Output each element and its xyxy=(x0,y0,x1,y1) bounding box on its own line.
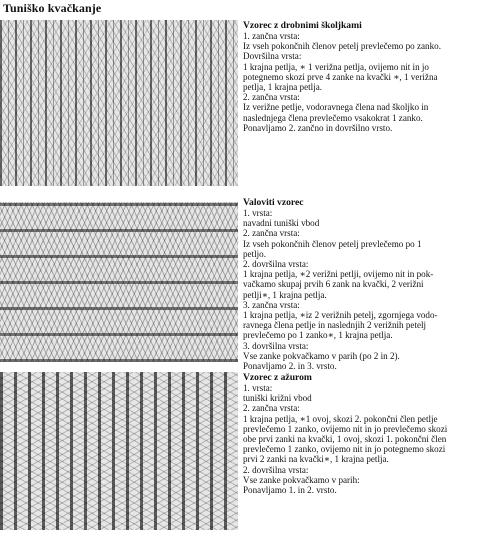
instruction-line: navadni tuniški vbod xyxy=(243,218,320,229)
instruction-line: 1 krajna petlja, ∗1 ovoj, skozi 2. pokončni člen petlje xyxy=(243,413,438,424)
instruction-line: Vse zanke pokvačkamo v parih: xyxy=(243,474,360,485)
instruction-line: 1 krajna petlja, ∗iz 2 verižnih petelj, zgornjega vodo- xyxy=(243,310,438,321)
stitch-swatch-photo-small-shells xyxy=(0,20,238,186)
page-title: Tuniško kvačkanje xyxy=(3,1,102,15)
instruction-line: 3. zančna vrsta: xyxy=(243,299,300,310)
instruction-line: vačkamo skupaj prvih 6 zank na kvački, 2 verižni xyxy=(243,279,424,290)
instruction-line: 2. zančna vrsta: xyxy=(243,228,300,239)
instruction-line: petlja, 1 krajna petlja. xyxy=(243,82,323,93)
instruction-line: tuniški križni vbod xyxy=(243,393,312,404)
instruction-line: Ponavljamo 2. in 3. vrsto. xyxy=(243,361,337,372)
instruction-line: prevlečemo po 1 zanko∗, 1 krajna petlja. xyxy=(243,330,393,341)
instruction-line: 2. dovršilna vrsta: xyxy=(243,464,309,475)
instruction-line: 1. vrsta: xyxy=(243,208,273,218)
instruction-line: prvi 2 zanki na kvački∗, 1 krajna petlja. xyxy=(243,454,389,465)
instruction-line: 1 krajna petlja, ∗2 verižni petlji, ovijemo nit in pok- xyxy=(243,269,434,280)
instruction-line: petlji∗, 1 krajna petlja. xyxy=(243,289,327,300)
instruction-line: obe prvi zanki na kvački, 1 ovoj, skozi 1. pokončni člen xyxy=(243,434,447,445)
instruction-line: Vse zanke pokvačkamo v parih (po 2 in 2). xyxy=(243,350,400,361)
instruction-line: petljo. xyxy=(243,248,266,259)
pattern-block-wave xyxy=(243,197,477,371)
pattern-block-small-shells xyxy=(243,20,477,133)
instruction-line: Iz vseh pokončnih členov petelj prevlečemo po zanko. xyxy=(243,41,441,52)
instruction-line: prevlečemo 1 zanko, ovijemo nit in jo prevlečemo skozi xyxy=(243,423,448,434)
instruction-line: 1 krajna petlja, ∗ 1 verižna petlja, ovijemo nit in jo xyxy=(243,61,429,72)
instruction-line: ravnega člena petlje in naslednjih 2 verižnih petelj xyxy=(243,320,427,331)
instruction-line: potegnemo skozi prve 4 zanke na kvački ∗, 1 verižna xyxy=(243,71,438,82)
instruction-line: 2. zančna vrsta: xyxy=(243,92,300,103)
instruction-line: 2. dovršilna vrsta: xyxy=(243,259,309,270)
pattern-title: Vzorec z drobnimi školjkami xyxy=(243,20,362,31)
stitch-swatch-photo-openwork xyxy=(0,372,238,530)
instruction-line: Iz verižne petlje, vodoravnega člena nad školjko in xyxy=(243,102,429,113)
instruction-line: prevlečemo 1 zanko, ovijemo nit in jo potegnemo skozi xyxy=(243,444,446,455)
instruction-line: naslednjega člena prevlečemo vsakokrat 1 zanko. xyxy=(243,112,423,123)
instruction-line: 1. vrsta: xyxy=(243,383,273,393)
pattern-title: Vzorec z ažurom xyxy=(243,372,312,383)
pattern-block-openwork xyxy=(243,372,477,495)
instruction-line: Ponavljamo 2. zančno in dovršilno vrsto. xyxy=(243,122,393,133)
instruction-line: 1. zančna vrsta: xyxy=(243,31,300,41)
instruction-line: 2. zančna vrsta: xyxy=(243,403,300,414)
stitch-swatch-photo-wave xyxy=(0,202,238,362)
instruction-line: Dovršilna vrsta: xyxy=(243,51,302,62)
instruction-line: Ponavljamo 1. in 2. vrsto. xyxy=(243,485,337,496)
instruction-line: Iz vseh pokončnih členov petelj prevlečemo po 1 xyxy=(243,238,422,249)
instruction-line: 3. dovršilna vrsta: xyxy=(243,340,309,351)
pattern-title: Valoviti vzorec xyxy=(243,197,304,208)
